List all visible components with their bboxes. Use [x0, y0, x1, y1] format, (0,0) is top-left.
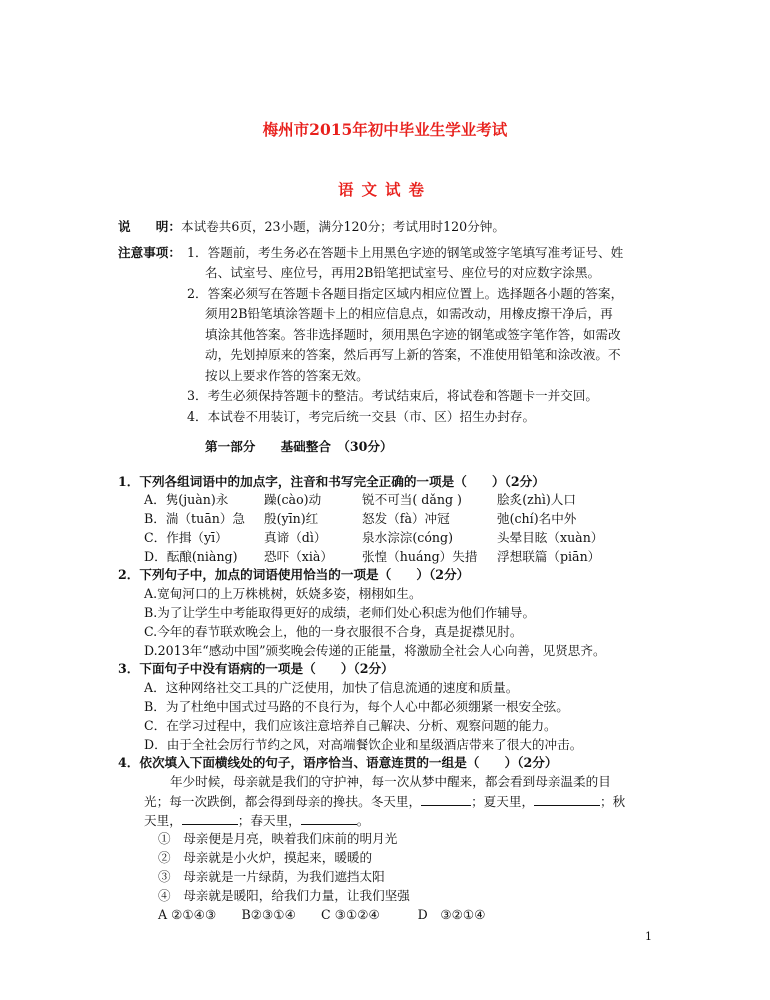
q1-b-3: 怒发（fà）冲冠	[362, 511, 450, 526]
q1-d-2: 恐吓（xià）	[264, 549, 334, 564]
q4-passage-text-c: ；秋	[600, 794, 626, 809]
q1-a-1: A．隽(juàn)永	[144, 492, 229, 507]
q3-a: A．这种网络社交工具的广泛使用，加快了信息流通的速度和质量。	[144, 680, 519, 695]
q1-stem: 1．下列各组词语中的加点字，注音和书写完全正确的一项是（ ）（2分）	[118, 474, 545, 489]
q4-sentence-1: ① 母亲便是月亮，映着我们床前的明月光	[158, 831, 398, 846]
q1-d-3: 张惶（huáng）失措	[362, 549, 478, 564]
q2-stem: 2．下列句子中，加点的词语使用恰当的一项是（ ）（2分）	[118, 567, 470, 582]
note-3: 3．考生必须保持答题卡的整洁。考试结束后，将试卷和答题卡一并交回。	[187, 388, 599, 403]
q4-passage-text-d: 天里，	[144, 813, 182, 828]
q4-passage-text-e: ；春天里，	[237, 813, 301, 828]
q1-c-3: 泉水淙淙(cóng)	[362, 530, 454, 545]
q1-c-2: 真谛（dì）	[264, 530, 327, 545]
q4-passage-text-b: ；夏天里，	[471, 794, 535, 809]
q1-b-2: 殷(yīn)红	[264, 511, 319, 526]
q4-passage-line-2	[144, 792, 625, 811]
q4-options: A ②①④③ B②③①④ C ③①②④ D ③②①④	[158, 907, 486, 922]
q2-a: A.宽甸河口的上万株桃树，妖娆多姿，栩栩如生。	[144, 586, 422, 601]
q2-c: C.今年的春节联欢晚会上，他的一身衣服很不合身，真是捉襟见肘。	[144, 624, 523, 639]
q4-blank-2	[534, 792, 600, 806]
q1-d-1: D．酝酿(niàng)	[144, 549, 238, 564]
note-1-line-1: 1．答题前，考生务必在答题卡上用黑色字迹的钢笔或签字笔填写准考证号、姓	[187, 245, 624, 260]
q4-passage-line-3	[144, 811, 369, 830]
q1-b-4: 弛(chí)名中外	[497, 511, 577, 526]
q3-b: B．为了杜绝中国式过马路的不良行为，每个人心中都必须绷紧一根安全弦。	[144, 699, 569, 714]
q4-passage-text-f: 。	[356, 813, 370, 828]
intro-label: 说 明：	[118, 219, 181, 234]
note-2-line-1: 2．答案必须写在答题卡各题目指定区域内相应位置上。选择题各小题的答案，	[187, 286, 624, 301]
section-heading: 第一部分 基础整合 （30分）	[205, 439, 393, 454]
q3-c: C．在学习过程中，我们应该注意培养自己解决、分析、观察问题的能力。	[144, 718, 557, 733]
note-2-line-3: 填涂其他答案。答非选择题时，须用黑色字迹的钢笔或签字笔作答，如需改	[205, 327, 621, 342]
instructions-intro	[118, 218, 505, 236]
note-2-line-2: 须用2B铅笔填涂答题卡上的相应信息点，如需改动，用橡皮擦干净后，再	[205, 306, 613, 321]
q1-a-4: 脍炙(zhì)人口	[497, 492, 576, 507]
q4-stem: 4．依次填入下面横线处的句子，语序恰当、语意连贯的一组是（ ）（2分）	[118, 755, 558, 770]
q4-sentence-2: ② 母亲就是小火炉，摸起来，暖暖的	[158, 850, 373, 865]
q4-blank-4	[301, 811, 357, 825]
q2-b: B.为了让学生中考能取得更好的成绩，老师们处心积虑为他们作辅导。	[144, 605, 536, 620]
q3-stem: 3．下面句子中没有语病的一项是（ ）（2分）	[118, 661, 394, 676]
q4-sentence-4: ④ 母亲就是暖阳，给我们力量，让我们坚强	[158, 888, 410, 903]
page-number: 1	[645, 930, 652, 943]
q1-a-3: 锐不可当( dǎng )	[362, 492, 462, 507]
q1-c-4: 头晕目眩（xuàn）	[497, 530, 604, 545]
q4-sentence-3: ③ 母亲就是一片绿荫，为我们遮挡太阳	[158, 869, 385, 884]
note-1-line-2: 名、试室号、座位号，再用2B铅笔把试室号、座位号的对应数字涂黑。	[205, 265, 601, 280]
q4-blank-3	[182, 811, 238, 825]
q4-passage-line-1: 年少时候，母亲就是我们的守护神，每一次从梦中醒来，都会看到母亲温柔的目	[170, 774, 611, 789]
note-2-line-4: 动，先划掉原来的答案，然后再写上新的答案，不准使用铅笔和涂改液。不	[205, 347, 621, 362]
q1-c-1: C．作揖（yī）	[144, 530, 228, 545]
q1-d-4: 浮想联篇（piān）	[497, 549, 601, 564]
q1-b-1: B．湍（tuān）急	[144, 511, 246, 526]
note-4: 4．本试卷不用装订，考完后统一交县（市、区）招生办封存。	[187, 409, 536, 424]
exam-title: 梅州市2015年初中毕业生学业考试	[262, 120, 508, 139]
exam-subtitle: 语文试卷	[337, 180, 432, 199]
intro-text: 本试卷共6页，23小题，满分120分；考试用时120分钟。	[180, 219, 505, 234]
q4-blank-1	[421, 792, 471, 806]
notes-label: 注意事项：	[118, 245, 181, 260]
q1-a-2: 躁(cào)动	[264, 492, 322, 507]
q3-d: D．由于全社会厉行节约之风，对高端餐饮企业和星级酒店带来了很大的冲击。	[144, 737, 583, 752]
q2-d: D.2013年“感动中国”颁奖晚会传递的正能量，将激励全社会人心向善，见贤思齐。	[144, 643, 606, 658]
q4-passage-text-a: 光；每一次跌倒，都会得到母亲的搀扶。冬天里，	[144, 794, 422, 809]
note-2-line-5: 按以上要求作答的答案无效。	[205, 368, 369, 383]
